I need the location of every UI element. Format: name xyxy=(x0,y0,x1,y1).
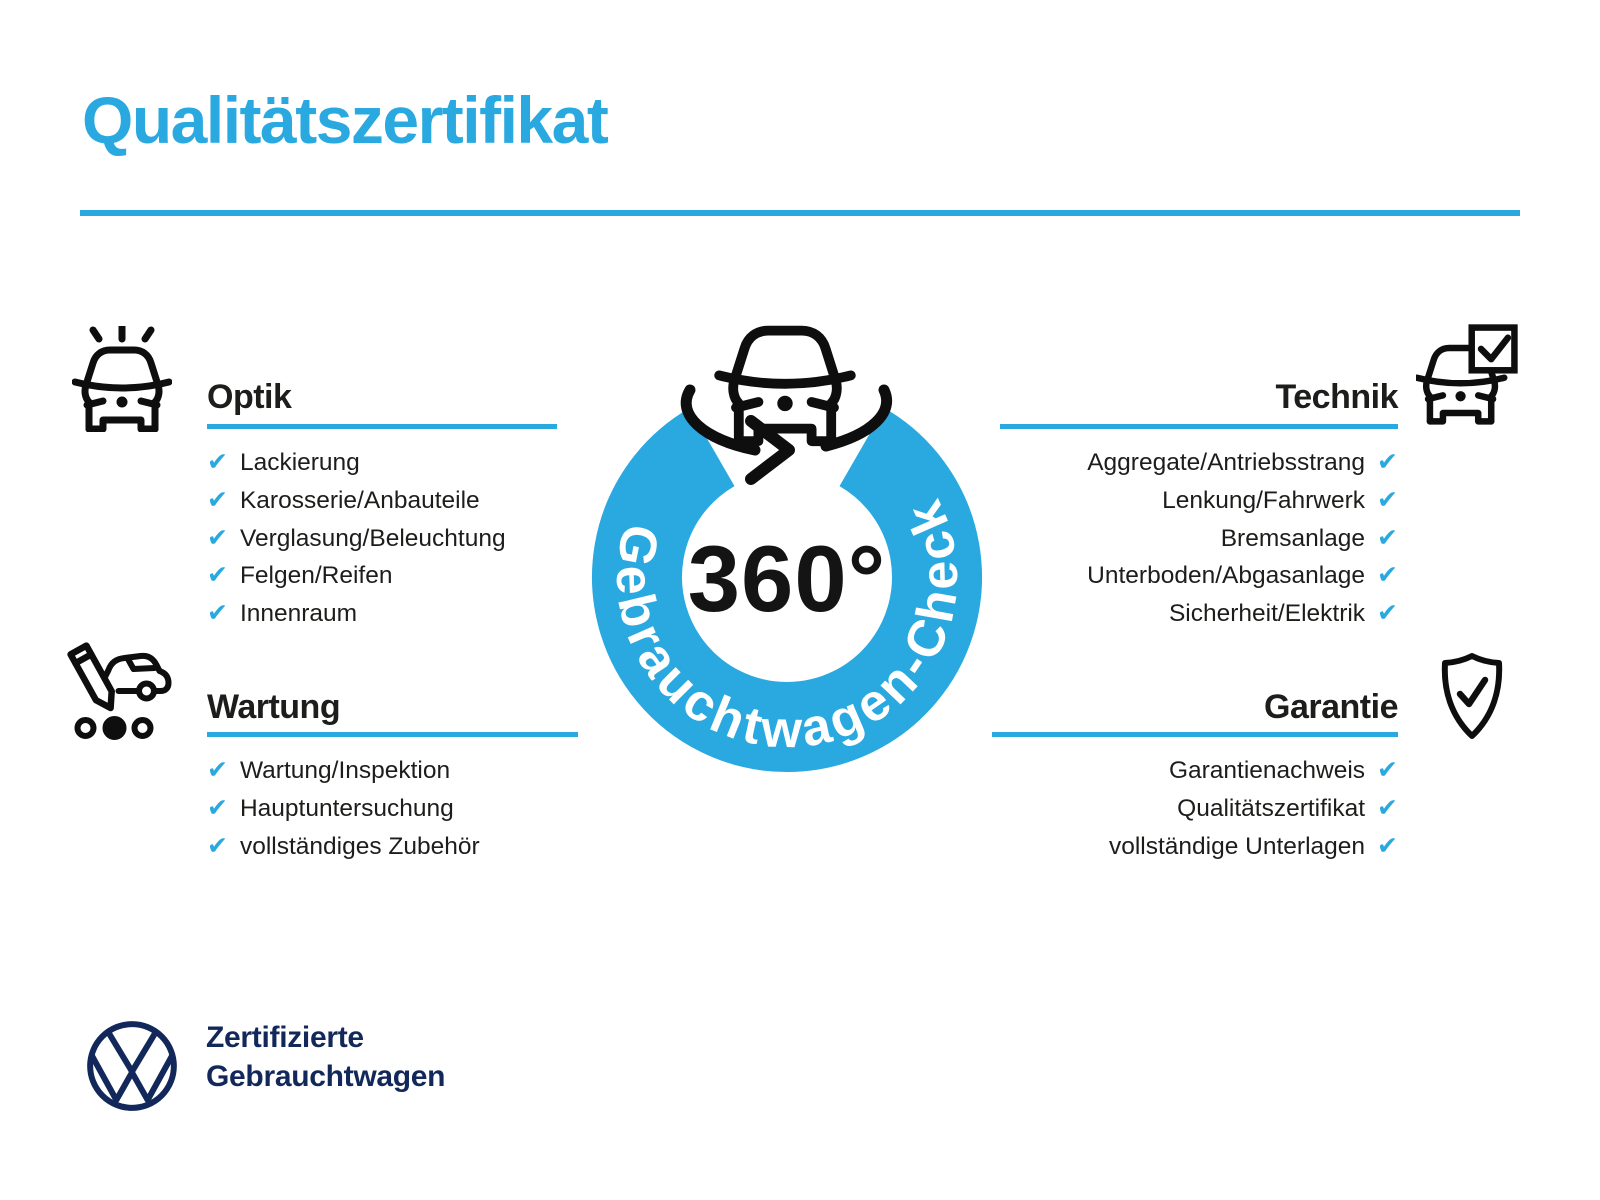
checklist-item xyxy=(898,828,1398,866)
checklist-item-label: Verglasung/Beleuchtung xyxy=(239,524,506,552)
checklist-item xyxy=(207,752,480,790)
checklist-item-label: Lackierung xyxy=(239,449,360,476)
brand-claim-line2: Gebrauchtwagen xyxy=(206,1060,446,1093)
checklist-item-label: Garantienachweis xyxy=(1168,757,1366,784)
check-icon: ✔ xyxy=(207,522,228,552)
section-title-garantie: Garantie xyxy=(1264,688,1398,726)
checklist-item xyxy=(898,790,1398,828)
brand-claim xyxy=(206,1018,445,1096)
checklist-item-label: Wartung/Inspektion xyxy=(239,757,451,784)
check-icon: ✔ xyxy=(207,484,228,514)
checklist-item-label: Felgen/Reifen xyxy=(239,562,393,590)
section-rule-garantie xyxy=(992,732,1398,737)
checklist-item-label: Hauptuntersuchung xyxy=(239,794,454,822)
shield-check-icon xyxy=(1437,652,1507,740)
car-pencil-icon xyxy=(66,642,172,742)
badge-ring-label: Gebrauchtwagen-Check xyxy=(604,489,970,760)
checklist-item xyxy=(207,482,506,520)
checklist-item-label: Unterboden/Abgasanlage xyxy=(1087,562,1366,590)
checklist-item xyxy=(207,790,480,828)
checklist-item xyxy=(207,520,506,558)
section-title-technik: Technik xyxy=(1275,378,1398,416)
360-check-badge xyxy=(537,280,1037,780)
checklist-item-label: vollständige Unterlagen xyxy=(1108,832,1366,860)
check-icon: ✔ xyxy=(1377,792,1398,822)
checklist-item xyxy=(207,595,506,633)
checklist-wartung xyxy=(207,752,480,865)
car-shine-icon xyxy=(72,326,172,432)
check-icon: ✔ xyxy=(1377,447,1398,476)
checklist-item-label: Lenkung/Fahrwerk xyxy=(1162,486,1366,514)
checklist-item-label: Qualitätszertifikat xyxy=(1177,794,1366,822)
checklist-item-label: Aggregate/Antriebsstrang xyxy=(1087,449,1366,476)
vw-logo xyxy=(86,1020,178,1112)
check-icon: ✔ xyxy=(1377,560,1398,590)
checklist-item xyxy=(207,828,480,866)
title-divider xyxy=(80,210,1520,216)
checklist-item xyxy=(207,444,506,482)
check-icon: ✔ xyxy=(1377,830,1398,860)
check-icon: ✔ xyxy=(1377,755,1398,784)
checklist-item xyxy=(207,557,506,595)
brand-claim-line1: Zertifizierte xyxy=(206,1021,364,1054)
checklist-item-label: Bremsanlage xyxy=(1220,524,1366,552)
section-title-optik: Optik xyxy=(207,378,292,416)
check-icon: ✔ xyxy=(1377,598,1398,628)
checklist-item-label: Karosserie/Anbauteile xyxy=(239,486,480,514)
checklist-item-label: vollständiges Zubehör xyxy=(239,832,480,860)
check-icon: ✔ xyxy=(207,792,228,822)
car-checkbox-icon xyxy=(1416,322,1520,426)
check-icon: ✔ xyxy=(207,755,228,784)
check-icon: ✔ xyxy=(207,560,228,590)
checklist-item-label: Sicherheit/Elektrik xyxy=(1168,600,1366,628)
check-icon: ✔ xyxy=(1377,522,1398,552)
section-title-wartung: Wartung xyxy=(207,688,341,726)
check-icon: ✔ xyxy=(207,830,228,860)
section-rule-wartung xyxy=(207,732,578,737)
check-icon: ✔ xyxy=(207,598,228,628)
badge-degrees-label: 360° xyxy=(687,526,887,631)
check-icon: ✔ xyxy=(1377,484,1398,514)
section-rule-technik xyxy=(1000,424,1398,429)
checklist-optik xyxy=(207,444,506,633)
section-rule-optik xyxy=(207,424,557,429)
checklist-item-label: Innenraum xyxy=(239,600,358,628)
check-icon: ✔ xyxy=(207,447,228,476)
page-title: Qualitätszertifikat xyxy=(82,83,608,157)
